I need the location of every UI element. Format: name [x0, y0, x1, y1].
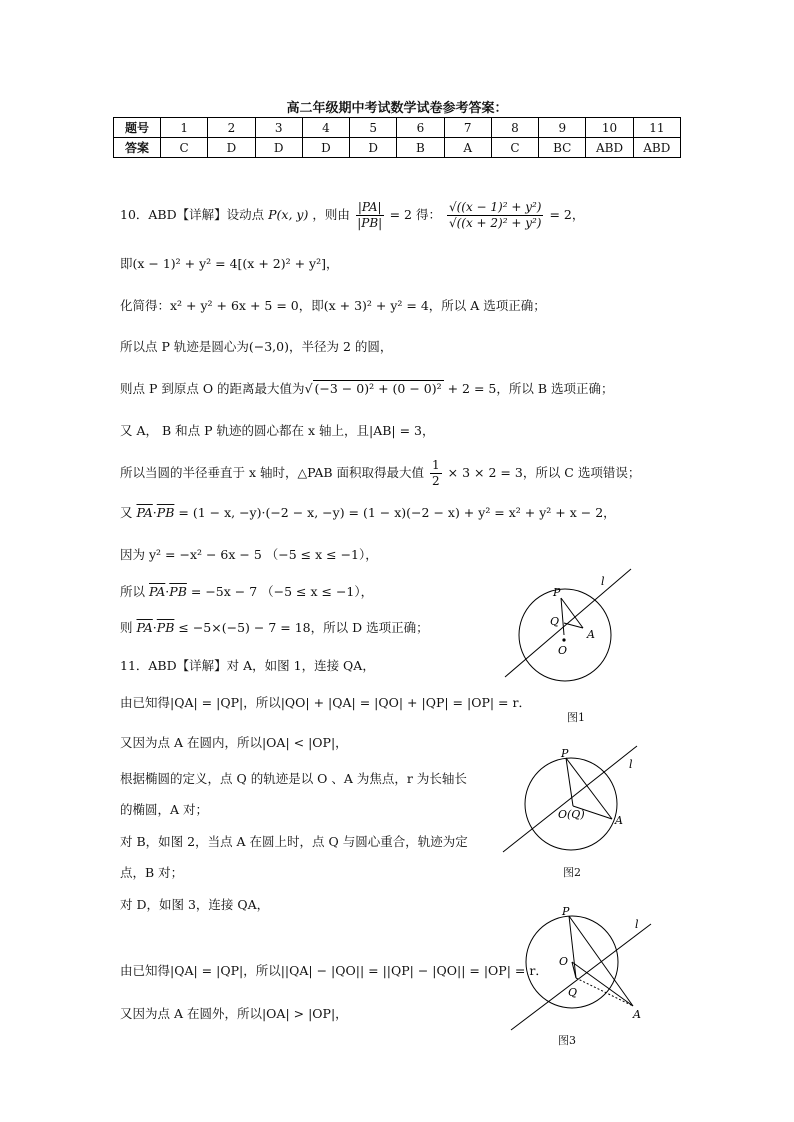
solution-line: 由已知得|QA| = |QP|，所以||QA| − |QO|| = ||QP| − |QO|| = |OP| = r． — [120, 963, 548, 978]
denominator: 2 — [432, 474, 440, 488]
table-cell: ABD — [633, 138, 680, 158]
table-cell: D — [255, 138, 302, 158]
solution-line: 由已知得|QA| = |QP|，所以|QO| + |QA| = |QO| + |QP| = |OP| = r． — [120, 695, 531, 710]
numerator: |PA| — [357, 200, 382, 214]
label-q: Q — [550, 615, 560, 628]
label-q: Q — [568, 986, 578, 999]
solution-line: 的椭圆，A 对； — [120, 802, 209, 817]
solution-line: 化简得：x² + y² + 6x + 5 = 0，即(x + 3)² + y² = 4，所以 A 选项正确； — [120, 298, 546, 313]
label-a: A — [633, 1008, 641, 1021]
solution-line — [120, 380, 614, 398]
table-cell: 11 — [633, 118, 680, 138]
text: = 2， — [549, 207, 585, 222]
page-title: 高二年级期中考试数学试卷参考答案： — [286, 101, 508, 116]
figure-2-caption: 图2 — [563, 866, 581, 879]
sqrt-sign: √ — [304, 381, 313, 396]
table-cell: ABD — [586, 138, 633, 158]
segment-po — [561, 598, 564, 635]
text: 则 — [120, 620, 133, 635]
denominator: √((x + 2)² + y²) — [448, 216, 542, 230]
line-l — [505, 569, 631, 677]
text: = −5x − 7 （−5 ≤ x ≤ −1）， — [190, 584, 374, 599]
math: P(x, y) — [268, 207, 309, 222]
fraction — [430, 458, 442, 489]
solution-line: 因为 y² = −x² − 6x − 5 （−5 ≤ x ≤ −1）， — [120, 547, 378, 562]
table-row — [114, 118, 681, 138]
solution-line: 对 D，如图 3，连接 QA， — [120, 897, 270, 912]
segment-pq — [569, 916, 576, 978]
label-oq: O(Q) — [558, 808, 585, 821]
table-cell: 6 — [397, 118, 444, 138]
solution-line: 11．ABD【详解】对 A，如图 1，连接 QA， — [120, 658, 375, 673]
table-cell: D — [302, 138, 349, 158]
solution-line: 即(x − 1)² + y² = 4[(x + 2)² + y²]， — [120, 256, 339, 271]
solution-line — [120, 200, 584, 231]
solution-line — [120, 583, 373, 601]
figure-1-caption: 图1 — [567, 711, 585, 724]
circle — [525, 758, 617, 850]
table-cell: A — [444, 138, 491, 158]
figure-1 — [495, 565, 645, 695]
text: = (1 − x, −y)·(−2 − x, −y) = (1 − x)(−2 − x) + y² = x² + y² + x − 2， — [178, 505, 616, 520]
denominator: |PB| — [357, 216, 383, 230]
solution-line — [120, 619, 429, 637]
text: 所以当圆的半径垂直于 x 轴时，△PAB 面积取得最大值 — [120, 465, 425, 480]
text: 则点 P 到原点 O 的距离最大值为 — [120, 381, 305, 396]
numerator: 1 — [432, 458, 440, 472]
table-cell: BC — [539, 138, 586, 158]
text: × 3 × 2 = 3，所以 C 选项错误； — [447, 465, 641, 480]
vector: $\overline{PA}$ — [149, 584, 166, 599]
solution-line — [120, 458, 640, 489]
numerator: √((x − 1)² + y²) — [448, 200, 542, 214]
table-cell: 5 — [350, 118, 397, 138]
solution-line: 点，B 对； — [120, 865, 184, 880]
label-p: P — [561, 747, 569, 760]
figure-3-caption: 图3 — [558, 1034, 576, 1047]
point-o — [562, 638, 565, 641]
label-o: O — [559, 955, 569, 968]
solution-line: 根据椭圆的定义，点 Q 的轨迹是以 O 、A 为焦点，r 为长轴长 — [120, 771, 467, 786]
text: = 2 得： — [389, 207, 441, 222]
solution-line: 所以点 P 轨迹是圆心为(−3,0)，半径为 2 的圆， — [120, 339, 393, 354]
table-cell: D — [350, 138, 397, 158]
row-header: 题号 — [114, 118, 161, 138]
table-cell: 1 — [161, 118, 208, 138]
radicand: (−3 − 0)² + (0 − 0)² — [314, 381, 442, 396]
fraction — [447, 200, 544, 231]
text: ，则由 — [312, 207, 350, 222]
text: ≤ −5×(−5) − 7 = 18，所以 D 选项正确； — [178, 620, 429, 635]
vector: $\overline{PB}$ — [169, 584, 187, 599]
segment-oa — [572, 962, 633, 1006]
dot: · — [165, 584, 170, 599]
label-l: l — [635, 918, 639, 931]
table-cell: 10 — [586, 118, 633, 138]
solution-line: 对 B，如图 2，当点 A 在圆上时，点 Q 与圆心重合，轨迹为定 — [120, 834, 468, 849]
text: 又 — [120, 505, 133, 520]
fraction — [356, 200, 384, 231]
label-a: A — [587, 628, 595, 641]
dot: · — [152, 505, 157, 520]
label-p: P — [553, 586, 561, 599]
table-cell: 4 — [302, 118, 349, 138]
table-cell: B — [397, 138, 444, 158]
table-row — [114, 138, 681, 158]
label-l: l — [629, 758, 633, 771]
answer-table — [113, 117, 681, 158]
dot: · — [152, 620, 157, 635]
vector: $\overline{PB}$ — [156, 505, 175, 520]
solution-line — [120, 504, 616, 522]
table-cell: C — [161, 138, 208, 158]
table-cell: 2 — [208, 118, 255, 138]
table-cell: C — [491, 138, 538, 158]
label-a: A — [615, 814, 623, 827]
segment-pa — [569, 916, 633, 1006]
figure-2 — [495, 742, 645, 857]
text: 所以 — [120, 584, 146, 599]
vector: $\overline{PA}$ — [136, 505, 153, 520]
vector: $\overline{PA}$ — [136, 620, 153, 635]
row-header: 答案 — [114, 138, 161, 158]
label-l: l — [601, 575, 605, 588]
vector: $\overline{PB}$ — [156, 620, 175, 635]
figure-3 — [505, 902, 655, 1032]
text: + 2 = 5，所以 B 选项正确； — [447, 381, 614, 396]
table-cell: 3 — [255, 118, 302, 138]
table-cell: D — [208, 138, 255, 158]
text: 10．ABD【详解】设动点 — [120, 207, 265, 222]
table-cell: 7 — [444, 118, 491, 138]
segment-qa — [576, 978, 633, 1006]
solution-line: 又 A， B 和点 P 轨迹的圆心都在 x 轴上，且|AB| = 3， — [120, 423, 435, 438]
table-cell: 9 — [539, 118, 586, 138]
solution-line: 又因为点 A 在圆外，所以|OA| > |OP|， — [120, 1006, 348, 1021]
solution-line: 又因为点 A 在圆内，所以|OA| < |OP|， — [120, 735, 348, 750]
table-cell: 8 — [491, 118, 538, 138]
label-p: P — [562, 905, 570, 918]
label-o: O — [558, 644, 568, 657]
